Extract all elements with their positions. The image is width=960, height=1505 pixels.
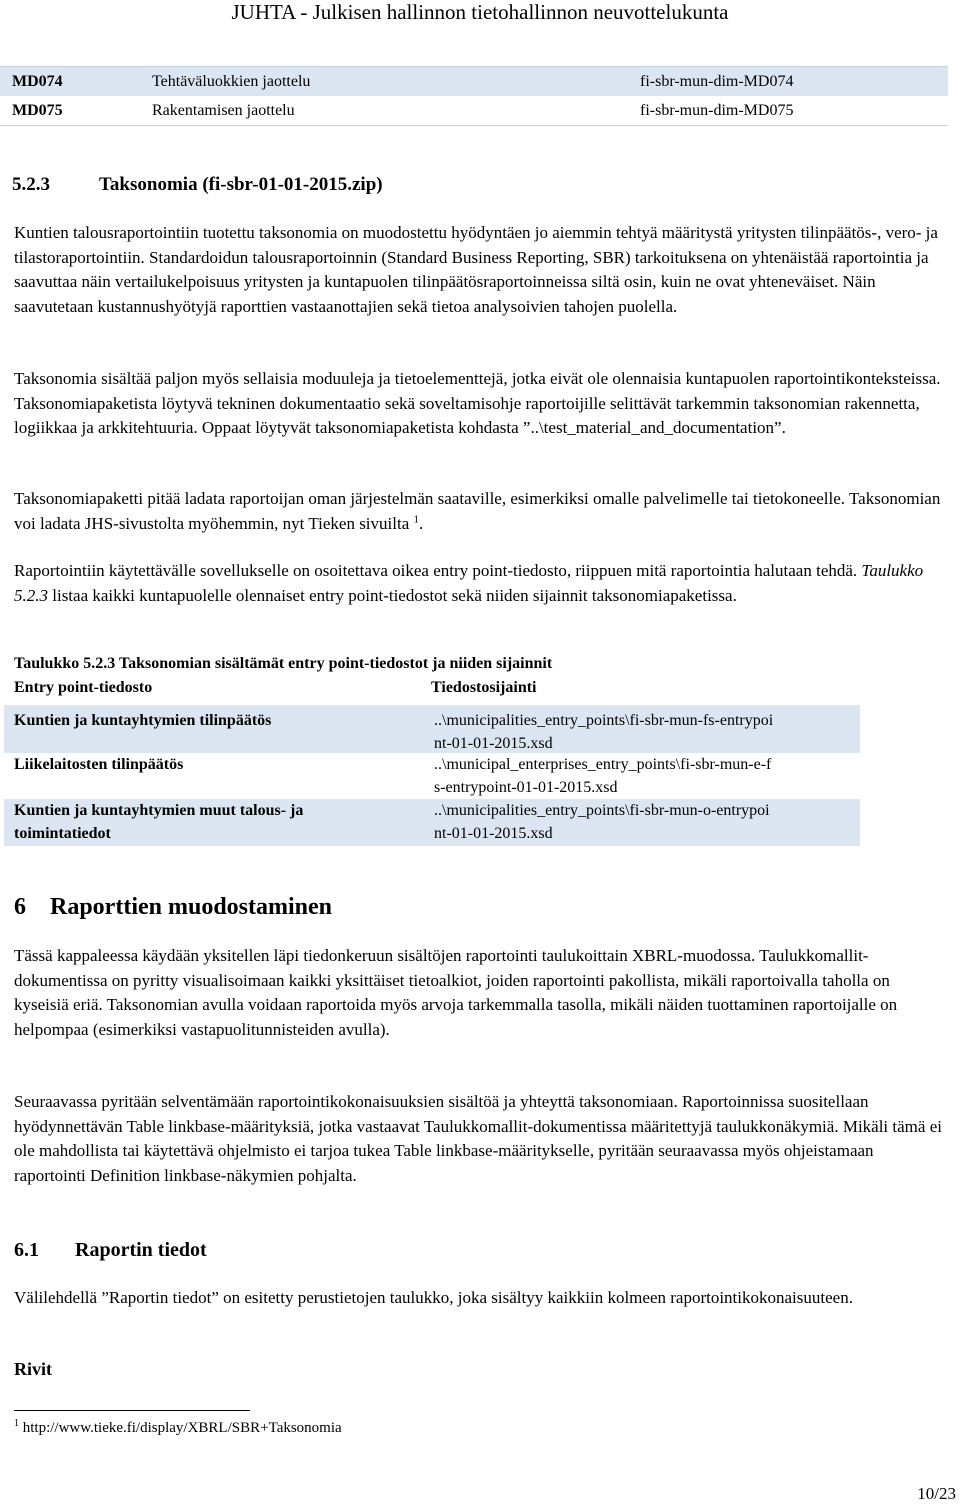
section-title: Taksonomia (fi-sbr-01-01-2015.zip) <box>99 174 383 195</box>
footnote <box>14 1417 342 1439</box>
table-caption: Taulukko 5.2.3 Taksonomian sisältämät entry point-tiedostot ja niiden sijainnit <box>14 655 553 672</box>
entry-point-path <box>416 753 860 799</box>
table-row <box>4 753 860 799</box>
path-line: ..\municipalities_entry_points\fi-sbr-mun-o-entrypoi <box>434 802 770 819</box>
table-row <box>4 799 860 846</box>
paragraph-end: . <box>419 513 424 533</box>
paragraph-taxonomy-intro: Kuntien talousraportointiin tuotettu taksonomia on muodostettu hyödyntäen jo aiemmin tehtyä määritystä yritysten tilinpäätös-, vero- ja tilastoraportointiin. Standardoidun talousraportoinnin (Standard Business Reporting, SBR) tarkoituksena on yhtenäistää raportointia ja saavuttaa näin vertailukelpoisuus yritysten ja kuntapuolen tilinpäätösraportoinneissa siltä osin, kuin ne ovat yhteneväiset. Näin saavutetaan kustannushyötyjä raporttien vastaanottajien sekä tietoa analysoivien tahojen puolella. <box>14 223 938 316</box>
footnote-separator <box>14 1410 250 1411</box>
column-header-entry-point: Entry point-tiedosto <box>14 679 153 696</box>
section-heading-6-1 <box>14 1237 207 1263</box>
paragraph-taxonomy-modules: Taksonomia sisältää paljon myös sellaisia moduuleja ja tietoelementtejä, jotka eivät ole olennaisia kuntapuolen raportointikonteksteissa. Taksonomiapaketista löytyvä tekninen dokumentaatio sekä soveltamisohje raportoijille selittävät tarkemmin taksonomian rakennetta, logiikkaa ja arkkitehtuuria. Oppaat löytyvät taksonomiapaketista kohdasta ”..\test_material_and_documentation”. <box>14 369 941 437</box>
paragraph-table-linkbase: Seuraavassa pyritään selventämään raportointikokonaisuuksien sisältöä ja yhteyttä taksonomiaan. Raportoinnissa suositellaan hyödynnettävän Table linkbase-määrityksiä, jotka vastaavat Taulukkomallit-dokumentissa määritettyjä taulukkonäkymiä. Mikäli tämä ei ole mahdollista tai käytettävä ohjelmisto ei tarjoa tukea Table linkbase-määritykselle, pyritään seuraavassa myös ohjeistamaan raportointi Definition linkbase-näkymien pohjalta. <box>14 1092 942 1185</box>
table-reference: Taulukko 5.2.3 <box>14 561 924 605</box>
path-line: nt-01-01-2015.xsd <box>434 735 553 752</box>
name-line: Kuntien ja kuntayhtymien muut talous- ja <box>14 802 304 819</box>
table-row <box>0 66 948 96</box>
section-heading-5-2-3 <box>12 173 383 197</box>
entry-point-path <box>416 709 860 753</box>
name-cell: Tehtäväluokkien jaottelu <box>152 73 311 90</box>
section-number: 5.2.3 <box>12 174 50 195</box>
paragraph-report-info: Välilehdellä ”Raportin tiedot” on esitetty perustietojen taulukko, joka sisältyy kaikkiin kolmeen raportointikokonaisuuteen. <box>14 1288 853 1307</box>
chapter-heading-6 <box>14 892 332 922</box>
entry-point-name: Liikelaitosten tilinpäätös <box>14 756 184 773</box>
paragraph-text: Taksonomiapaketti pitää ladata raportoijan oman järjestelmän saataville, esimerkiksi omalle palvelimelle tai tietokoneelle. Taksonomian voi ladata JHS-sivustolta myöhemmin, nyt Tieken sivuilta <box>14 489 941 533</box>
column-header-location: Tiedostosijainti <box>431 679 537 696</box>
entry-point-path <box>416 799 860 846</box>
id-cell: fi-sbr-mun-dim-MD075 <box>640 102 794 119</box>
subheading-rivit: Rivit <box>14 1359 52 1379</box>
path-line: ..\municipalities_entry_points\fi-sbr-mun-fs-entrypoi <box>434 712 774 729</box>
footnote-reference: 1 <box>413 512 419 525</box>
entry-point-name: Kuntien ja kuntayhtymien tilinpäätös <box>14 712 272 729</box>
id-cell: fi-sbr-mun-dim-MD074 <box>640 73 794 90</box>
chapter-number: 6 <box>14 894 26 920</box>
path-line: ..\municipal_enterprises_entry_points\fi-sbr-mun-e-f <box>434 756 772 773</box>
footnote-mark: 1 <box>14 1418 19 1429</box>
path-line: nt-01-01-2015.xsd <box>434 825 553 842</box>
table-row <box>0 96 948 126</box>
code-cell: MD074 <box>12 73 63 90</box>
path-line: s-entrypoint-01-01-2015.xsd <box>434 779 618 796</box>
name-cell: Rakentamisen jaottelu <box>152 102 295 119</box>
code-cell: MD075 <box>12 102 63 119</box>
name-line: toimintatiedot <box>14 825 111 842</box>
paragraph-entry-points <box>14 559 948 608</box>
paragraph-taxonomy-download <box>14 487 948 536</box>
entry-point-name <box>4 799 416 846</box>
section-title: Raportin tiedot <box>75 1239 207 1261</box>
section-number: 6.1 <box>14 1239 39 1261</box>
paragraph-chapter-intro: Tässä kappaleessa käydään yksitellen läpi tiedonkeruun sisältöjen raportointi taulukoittain XBRL-muodossa. Taulukkomallit-dokumentissa on pyritty visualisoimaan kaikki yksittäiset tietoalkiot, joiden raportointi pakollista, mikäli raportoivalla taholla on kyseisiä eriä. Taksonomian avulla voidaan raportoida myös arvoja tarkemmalla tasolla, mikäli näiden tuottaminen raportoijalle on helpompaa (esimerkiksi vastapuolitunnisteiden avulla). <box>14 946 898 1039</box>
entry-point-table <box>4 703 860 846</box>
table-row <box>4 703 860 753</box>
page-number: 10/23 <box>917 1484 956 1503</box>
page-header-title: JUHTA - Julkisen hallinnon tietohallinnon neuvottelukunta <box>231 0 729 24</box>
footnote-link[interactable]: http://www.tieke.fi/display/XBRL/SBR+Taksonomia <box>22 1420 342 1436</box>
chapter-title: Raporttien muodostaminen <box>50 894 333 920</box>
paragraph-text-continued: listaa kaikki kuntapuolelle olennaiset entry point-tiedostot sekä niiden sijainnit taksonomiapaketissa. <box>52 585 737 605</box>
dimension-code-table <box>0 66 948 126</box>
paragraph-text: Raportointiin käytettävälle sovellukselle on osoitettava oikea entry point-tiedosto, riippuen mitä raportointia halutaan tehdä. <box>14 561 858 580</box>
